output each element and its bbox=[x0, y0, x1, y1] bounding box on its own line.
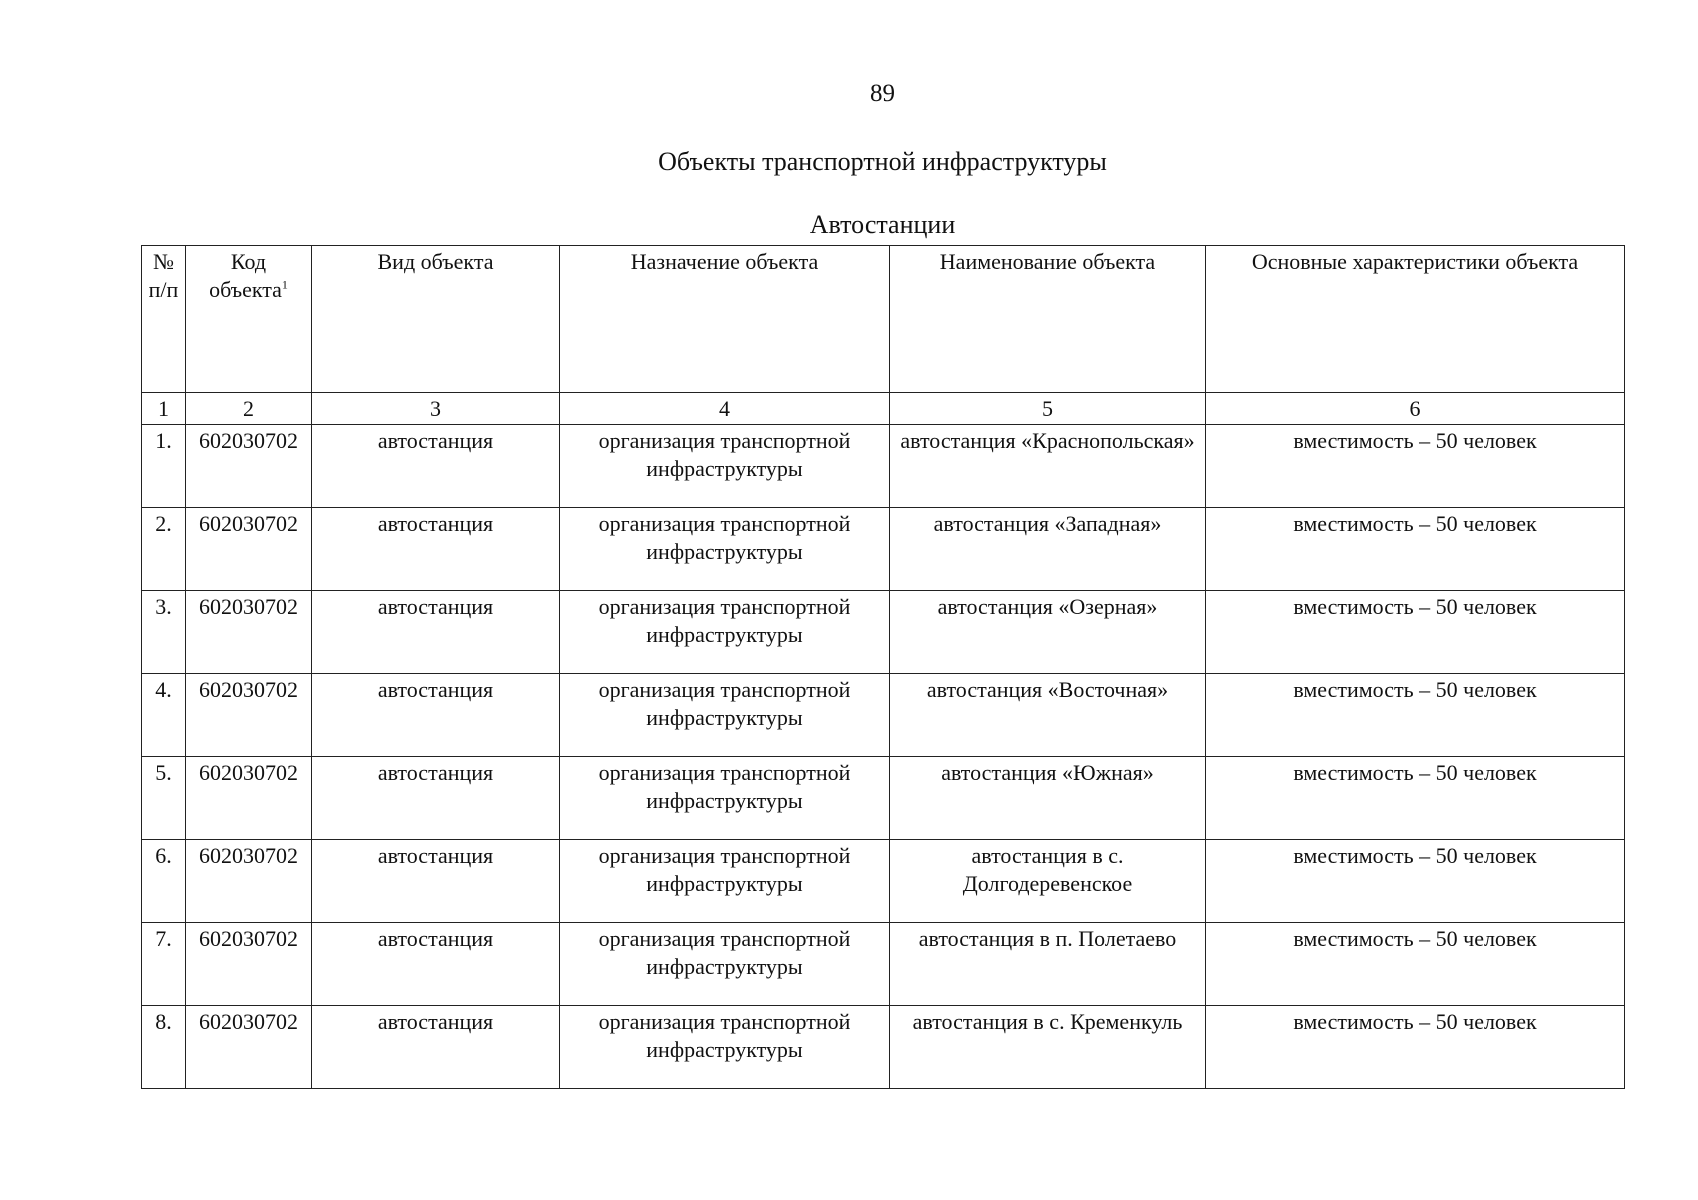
object-purpose: организация транспортной инфраструктуры bbox=[560, 757, 890, 840]
object-kind: автостанция bbox=[312, 508, 560, 591]
table-row bbox=[142, 425, 1625, 508]
object-characteristics: вместимость – 50 человек bbox=[1206, 508, 1625, 591]
page-number: 89 bbox=[870, 80, 895, 107]
object-code: 602030702 bbox=[186, 508, 312, 591]
object-purpose: организация транспортной инфраструктуры bbox=[560, 1006, 890, 1089]
object-name: автостанция в п. Полетаево bbox=[890, 923, 1206, 1006]
object-characteristics: вместимость – 50 человек bbox=[1206, 425, 1625, 508]
object-purpose: организация транспортной инфраструктуры bbox=[560, 591, 890, 674]
header-row bbox=[142, 246, 1625, 393]
column-number: 2 bbox=[186, 393, 312, 425]
header-number: № п/п bbox=[142, 246, 186, 393]
object-name: автостанция «Южная» bbox=[890, 757, 1206, 840]
object-code: 602030702 bbox=[186, 674, 312, 757]
column-number: 5 bbox=[890, 393, 1206, 425]
table-row bbox=[142, 757, 1625, 840]
object-name: автостанция в с. Долгодеревенское bbox=[890, 840, 1206, 923]
table-row bbox=[142, 508, 1625, 591]
row-number: 4. bbox=[142, 674, 186, 757]
object-name: автостанция «Западная» bbox=[890, 508, 1206, 591]
object-kind: автостанция bbox=[312, 923, 560, 1006]
object-name: автостанция «Краснопольская» bbox=[890, 425, 1206, 508]
header-code-label: Код объекта bbox=[209, 249, 282, 302]
object-code: 602030702 bbox=[186, 757, 312, 840]
object-name: автостанция «Озерная» bbox=[890, 591, 1206, 674]
object-code: 602030702 bbox=[186, 591, 312, 674]
document-title: Объекты транспортной инфраструктуры bbox=[658, 147, 1107, 176]
row-number: 3. bbox=[142, 591, 186, 674]
object-kind: автостанция bbox=[312, 757, 560, 840]
row-number: 6. bbox=[142, 840, 186, 923]
object-kind: автостанция bbox=[312, 674, 560, 757]
footnote-marker: 1 bbox=[281, 277, 288, 292]
object-characteristics: вместимость – 50 человек bbox=[1206, 923, 1625, 1006]
column-number: 1 bbox=[142, 393, 186, 425]
column-number: 3 bbox=[312, 393, 560, 425]
header-purpose: Назначение объекта bbox=[560, 246, 890, 393]
object-code: 602030702 bbox=[186, 840, 312, 923]
object-characteristics: вместимость – 50 человек bbox=[1206, 757, 1625, 840]
object-code: 602030702 bbox=[186, 1006, 312, 1089]
object-code: 602030702 bbox=[186, 923, 312, 1006]
object-name: автостанция в с. Кременкуль bbox=[890, 1006, 1206, 1089]
header-kind: Вид объекта bbox=[312, 246, 560, 393]
column-number: 6 bbox=[1206, 393, 1625, 425]
table-row bbox=[142, 840, 1625, 923]
table-row bbox=[142, 591, 1625, 674]
row-number: 1. bbox=[142, 425, 186, 508]
object-purpose: организация транспортной инфраструктуры bbox=[560, 425, 890, 508]
column-number-row bbox=[142, 393, 1625, 425]
object-characteristics: вместимость – 50 человек bbox=[1206, 591, 1625, 674]
row-number: 2. bbox=[142, 508, 186, 591]
column-number: 4 bbox=[560, 393, 890, 425]
object-kind: автостанция bbox=[312, 1006, 560, 1089]
object-code: 602030702 bbox=[186, 425, 312, 508]
object-characteristics: вместимость – 50 человек bbox=[1206, 840, 1625, 923]
table-row bbox=[142, 674, 1625, 757]
row-number: 5. bbox=[142, 757, 186, 840]
table-row bbox=[142, 1006, 1625, 1089]
object-purpose: организация транспортной инфраструктуры bbox=[560, 674, 890, 757]
table-caption: Автостанции bbox=[809, 210, 956, 239]
object-name: автостанция «Восточная» bbox=[890, 674, 1206, 757]
object-kind: автостанция bbox=[312, 591, 560, 674]
row-number: 8. bbox=[142, 1006, 186, 1089]
row-number: 7. bbox=[142, 923, 186, 1006]
object-purpose: организация транспортной инфраструктуры bbox=[560, 923, 890, 1006]
header-characteristics: Основные характеристики объекта bbox=[1206, 246, 1625, 393]
object-purpose: организация транспортной инфраструктуры bbox=[560, 840, 890, 923]
objects-table bbox=[141, 245, 1625, 1089]
object-kind: автостанция bbox=[312, 425, 560, 508]
object-purpose: организация транспортной инфраструктуры bbox=[560, 508, 890, 591]
object-characteristics: вместимость – 50 человек bbox=[1206, 1006, 1625, 1089]
object-kind: автостанция bbox=[312, 840, 560, 923]
header-name: Наименование объекта bbox=[890, 246, 1206, 393]
object-characteristics: вместимость – 50 человек bbox=[1206, 674, 1625, 757]
header-code bbox=[186, 246, 312, 393]
table-row bbox=[142, 923, 1625, 1006]
